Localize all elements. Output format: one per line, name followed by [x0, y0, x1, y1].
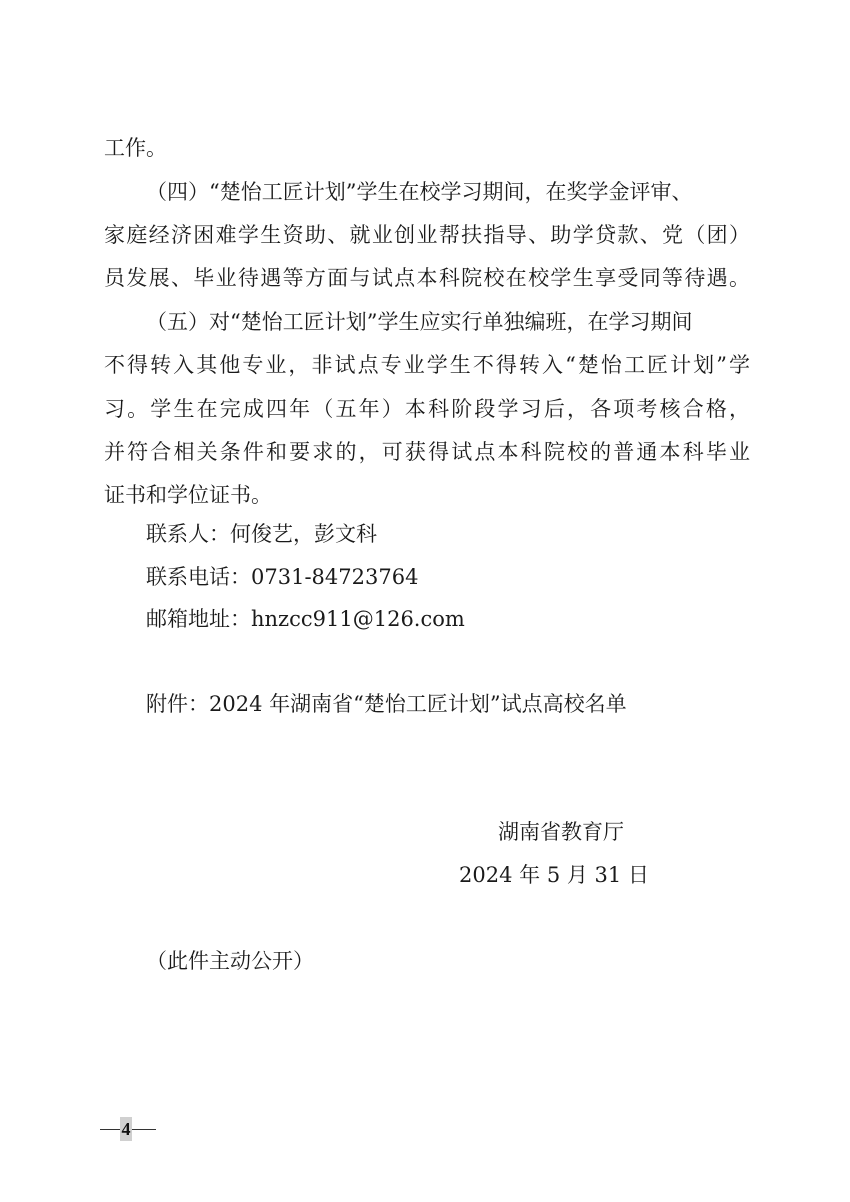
page-footer	[100, 1117, 156, 1141]
body-line-8: 并符合相关条件和要求的，可获得试点本科院校的普通本科毕业	[104, 440, 750, 464]
body-line-3: 家庭经济困难学生资助、就业创业帮扶指导、助学贷款、党（团）	[104, 223, 750, 247]
contact-person: 联系人：何俊艺，彭文科	[146, 522, 377, 546]
body-line-9: 证书和学位证书。	[104, 483, 272, 507]
body-line-6: 不得转入其他专业，非试点专业学生不得转入“楚怡工匠计划”学	[104, 353, 750, 377]
body-line-5: （五）对“楚怡工匠计划”学生应实行单独编班，在学习期间	[146, 310, 693, 334]
disclosure-note: （此件主动公开）	[146, 949, 314, 973]
body-line-7: 习。学生在完成四年（五年）本科阶段学习后，各项考核合格，	[104, 397, 750, 421]
body-line-1: 工作。	[104, 136, 167, 160]
signature-org: 湖南省教育厅	[498, 820, 624, 844]
body-line-2: （四）“楚怡工匠计划”学生在校学习期间，在奖学金评审、	[146, 180, 693, 204]
contact-phone: 联系电话：0731-84723764	[146, 565, 419, 589]
contact-email: 邮箱地址：hnzcc911@126.com	[146, 607, 465, 631]
page-number: 4	[121, 1119, 131, 1139]
attachment-line: 附件：2024 年湖南省“楚怡工匠计划”试点高校名单	[146, 692, 627, 716]
body-line-4: 员发展、毕业待遇等方面与试点本科院校在校学生享受同等待遇。	[104, 266, 750, 290]
signature-date: 2024 年 5 月 31 日	[459, 863, 649, 887]
